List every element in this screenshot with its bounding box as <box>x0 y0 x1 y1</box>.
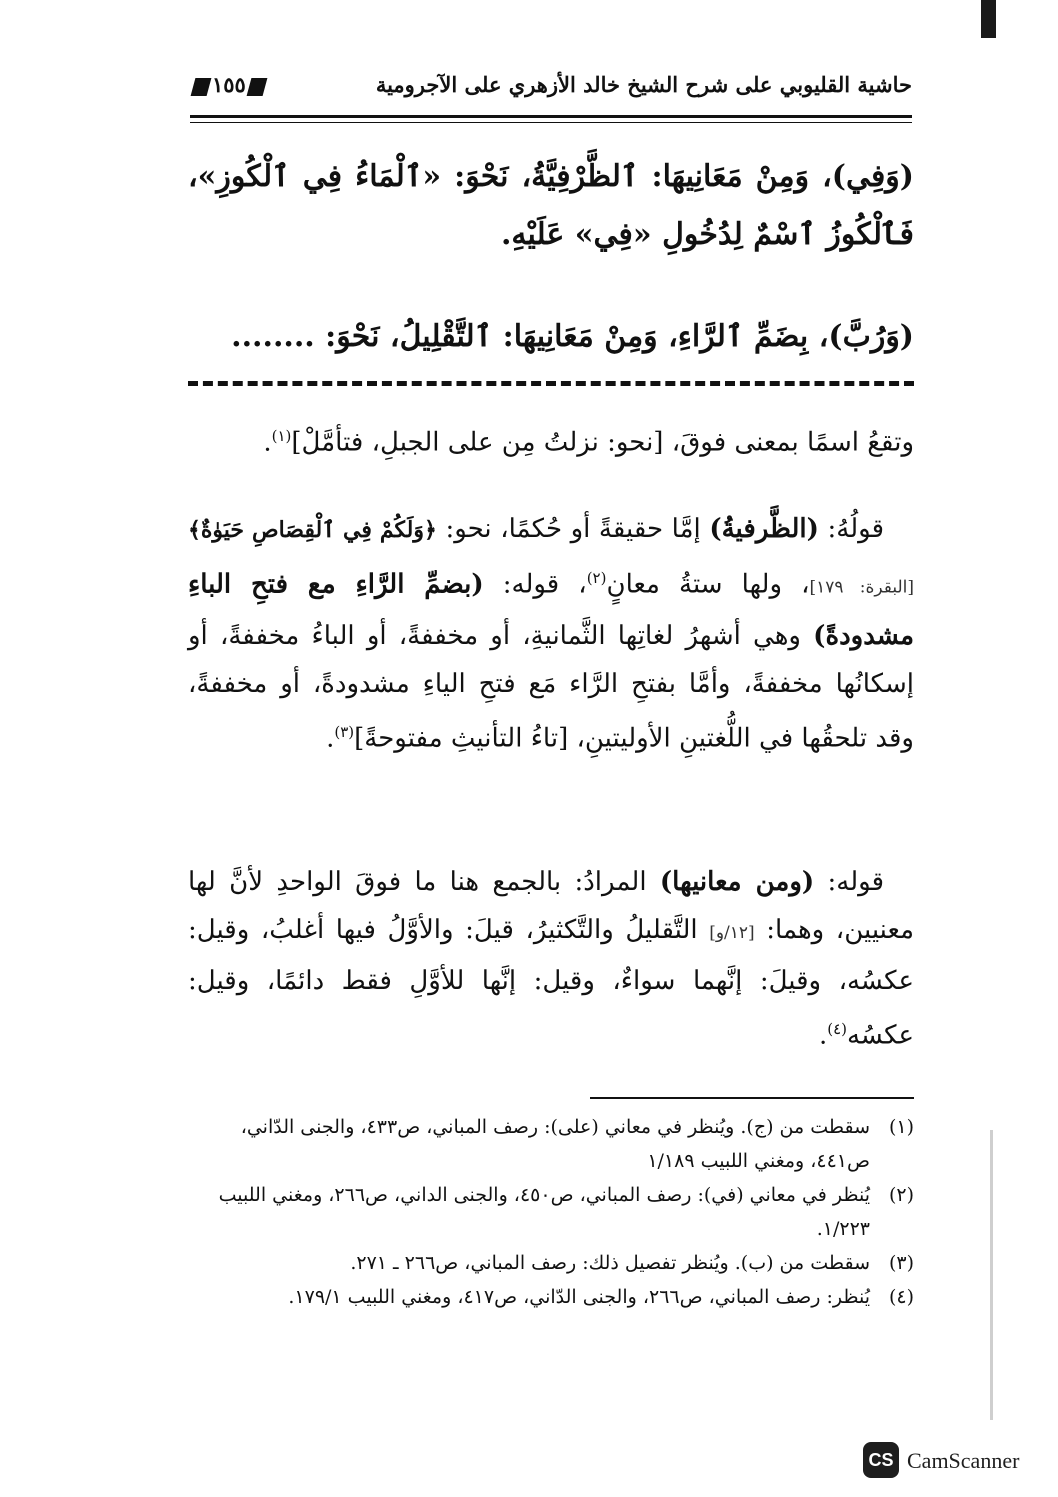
footnote-ref-2: (٢) <box>586 569 607 587</box>
camscanner-watermark: CamScanner <box>907 1448 1020 1473</box>
sharh-2-lemma-2: (بضمِّ الرَّاءِ مع فتحِ الباءِ مشدودةً) <box>188 569 914 651</box>
manuscript-folio-ref: [١٢/و] <box>709 923 755 943</box>
footnote-ref-3: (٣) <box>334 722 355 741</box>
sharh-3-text-b: التَّقليلُ والتَّكثيرُ، قيلَ: والأوَّلُ فيها أغلبُ، وقيل: عكسُه، وقيلَ: إنَّهما سواءٌ، وقيل: إنَّها للأوَّلِ فقط دائمًا، وقيل: عكسُه <box>188 915 914 1051</box>
matn-paragraph-1: (وَفِي)، وَمِنْ مَعَانِيهَا: ٱلظَّرْفِيَّةُ، نَحْوَ: «ٱلْمَاءُ فِي ٱلْكُوزِ»، فَٱلْكُوزُ ٱسْمٌ لِدُخُولِ «فِي» عَلَيْهِ. <box>188 159 914 252</box>
quran-reference: [البقرة: ١٧٩] <box>809 577 915 598</box>
footnote-number: (١) <box>888 1116 914 1138</box>
footnote-number: (٤) <box>888 1286 914 1308</box>
sharh-2-text-a: إمَّا حقيقةً أو حُكمًا، نحو: <box>436 514 710 544</box>
sharh-paragraph-3: قوله: (ومن معانيها) المرادُ: بالجمع هنا ما فوقَ الواحدِ لأنَّ لها معنيين، وهما: [١٢/و] التَّقليلُ والتَّكثيرُ، قيلَ: والأوَّلُ فيها أغلبُ، وقيل: عكسُه، وقيلَ: إنَّهما سواءٌ، وقيل: إنَّها للأوَّلِ فقط دائمًا، وقيل: عكسُه$^{(٤)}$. <box>188 867 914 1051</box>
quran-quote: ﴿وَلَكُمْ فِي ٱلْقِصَاصِ حَيَوٰةٌ﴾ <box>188 517 437 543</box>
footnote-text: يُنظر في معاني (في): رصف المباني، ص٤٥٠، والجنى الداني، ص٢٦٦، ومغني اللبيب ١/٢٢٣. <box>218 1184 870 1240</box>
ornament-left-icon <box>191 78 212 96</box>
header-rule-thick <box>190 115 912 118</box>
sharh-2-lead: قولُهُ: <box>818 514 885 544</box>
sharh-3-lead: قوله: <box>814 867 885 897</box>
footnote-number: (٢) <box>888 1184 914 1206</box>
footnote-item <box>188 1110 914 1178</box>
footnote-text: سقطت من (ج). ويُنظر في معاني (على): رصف المباني، ص٤٣٣، والجنى الدّاني، ص٤٤١، ومغني اللبيب ١/١٨٩ <box>240 1116 870 1172</box>
sharh-paragraph-2: قولُهُ: (الظَّرفيةُ) إمَّا حقيقةً أو حُكمًا، نحو: ﴿وَلَكُمْ فِي ٱلْقِصَاصِ حَيَوٰةٌ﴾ [البقرة: ١٧٩]، ولها ستةُ معانٍ$^{(٢)}$، قوله: (بضمِّ الرَّاءِ مع فتحِ الباءِ مشدودةً) وهي أشهرُ لغاتِها الثَّمانيةِ، أو مخففةً، أو الباءُ مخففةً، أو إسكانُها مخففةً، وأمَّا بفتحِ الرَّاء مَع فتحِ الياءِ مشدودةً، أو مخففةً، وقد تلحقُها في اللُّغتينِ الأوليتينِ، [تاءُ التأنيثِ مفتوحةً]$^{(٣)}$. <box>188 514 915 754</box>
ornament-right-icon <box>246 78 267 96</box>
footnote-ref-4: (٤) <box>827 1020 847 1038</box>
sharh-2-text-d: وهي أشهرُ لغاتِها الثَّمانيةِ، أو مخففةً، أو الباءُ مخففةً، أو إسكانُها مخففةً، وأمَّا بفتحِ الرَّاء مَع فتحِ الياءِ مشدودةً، أو مخففةً، وقد تلحقُها في اللُّغتينِ الأوليتينِ، [تاءُ التأنيثِ مفتوحةً] <box>188 620 914 754</box>
sharh-2-text-b: ، ولها ستةُ معانٍ <box>606 569 810 600</box>
scan-edge-mark <box>981 0 996 38</box>
footnote-rule <box>590 1097 914 1099</box>
footnote-number: (٣) <box>888 1252 914 1274</box>
footnote-text: يُنظر: رصف المباني، ص٢٦٦، والجنى الدّاني، ص٤١٧، ومغني اللبيب ١٧٩/١. <box>288 1286 870 1308</box>
sharh-paragraph-1: وتقعُ اسمًا بمعنى فوقَ، [نحو: نزلتُ مِن على الجبلِ، فتأمَّلْ]$^{(١)}$. <box>263 427 914 458</box>
header-rule-thin <box>190 122 912 123</box>
footnote-item <box>188 1178 914 1246</box>
page-edge-shadow <box>990 1130 993 1420</box>
book-title: حاشية القليوبي على شرح الشيخ خالد الأزهري على الآجرومية <box>375 72 912 97</box>
matn-paragraph-2: (وَرُبَّ)، بِضَمِّ ٱلرَّاءِ، وَمِنْ مَعَانِيهَا: ٱلتَّقْلِيلُ، نَحْوَ: ........ <box>231 319 914 354</box>
sharh-3-lemma: (ومن معانيها) <box>659 867 815 897</box>
running-header <box>190 68 912 108</box>
sharh-2-text-c: ، قوله: <box>483 569 587 600</box>
footnote-item <box>188 1280 914 1314</box>
footnotes <box>188 1110 914 1314</box>
footnote-ref-1: (١) <box>271 427 292 445</box>
camscanner-logo-icon: CS <box>863 1442 899 1478</box>
sharh-1-text: وتقعُ اسمًا بمعنى فوقَ، [نحو: نزلتُ مِن على الجبلِ، فتأمَّلْ] <box>291 427 914 458</box>
page-number-text: ١٥٥ <box>212 72 246 97</box>
page-number <box>190 72 268 97</box>
footnote-item <box>188 1246 914 1280</box>
sharh-3-text-a: المرادُ: بالجمع هنا ما فوقَ الواحدِ لأنَّ لها معنيين، وهما: <box>188 867 914 945</box>
matn-sharh-separator <box>188 381 914 392</box>
sharh-2-lemma: (الظَّرفيةُ) <box>709 514 819 544</box>
footnote-text: سقطت من (ب). ويُنظر تفصيل ذلك: رصف المباني، ص٢٦٦ ـ ٢٧١. <box>350 1252 870 1274</box>
